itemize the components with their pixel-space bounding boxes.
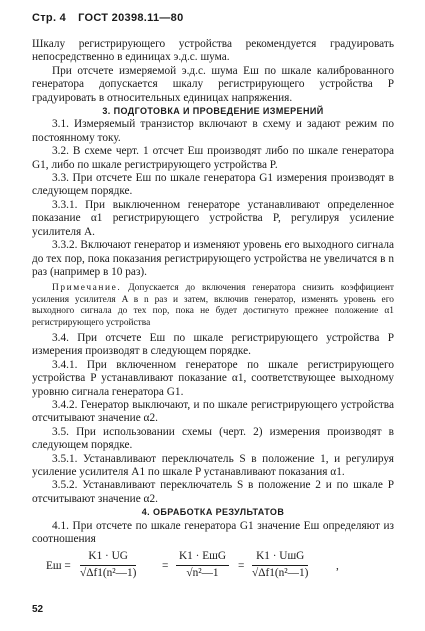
note-label: Примечание.: [52, 283, 122, 294]
paragraph-3-2: 3.2. В схеме черт. 1 отсчет Eш производят либо по шкале генератора G1, либо по шкале регистрирующего устройства P.: [32, 145, 394, 171]
paragraph-intro-1: Шкалу регистрирующего устройства рекомендуется градуировать непосредственно в единицах э.д.с. шума.: [32, 38, 394, 64]
section-4-title: 4. ОБРАБОТКА РЕЗУЛЬТАТОВ: [141, 507, 285, 518]
fraction-1-numerator: K1 · UG: [80, 550, 136, 565]
formula-fraction-1: [80, 550, 136, 580]
formula-noise-emf: [32, 550, 394, 594]
page-header: [32, 12, 402, 24]
paragraph-intro-2: При отсчете измеряемой э.д.с. шума Eш по шкале калиброванного генератора допускается шкалу регистрирующего устройства P градуировать в относительных единицах напряжения.: [32, 64, 394, 104]
paragraph-3-5-2: 3.5.2. Устанавливают переключатель S в положение 2 и по шкале P отсчитывают значение α2.: [32, 479, 394, 505]
note: [32, 283, 394, 329]
formula-comma: ,: [336, 560, 339, 573]
fraction-3-denominator: √Δf1(n²—1): [252, 566, 309, 579]
paragraph-4-1: 4.1. При отсчете по шкале генератора G1 значение Eш определяют из соотношения: [32, 519, 394, 546]
paragraph-3-5: 3.5. При использовании схемы (черт. 2) измерения производят в следующем порядке.: [32, 425, 394, 452]
paragraph-3-4-1: 3.4.1. При включенном генераторе по шкале регистрирующего устройства P устанавливают показание α1, соответствующее выходному уровню сигнала генератора G1.: [32, 358, 394, 398]
paragraph-3-3-1: 3.3.1. При выключенном генераторе устанавливают определенное показание α1 регистрирующего устройства P, регулируя усиление усилителя A.: [32, 198, 394, 238]
fraction-2-numerator: K1 · EшG: [176, 550, 229, 565]
paragraph-3-3: 3.3. При отсчете Eш по шкале генератора G1 измерения производят в следующем порядке.: [32, 172, 394, 198]
formula-fraction-3: [252, 550, 308, 580]
formula-equals-1: =: [162, 560, 169, 573]
fraction-2-denominator: √n²—1: [186, 566, 219, 579]
paragraph-3-3-2: 3.3.2. Включают генератор и изменяют уровень его выходного сигнала до тех пор, пока показания регистрирующего устройства не увеличатся в n раз (например в 10 раз).: [32, 239, 394, 278]
paragraph-3-4: 3.4. При отсчете Eш по шкале регистрирующего устройства P измерения производят в следующем порядке.: [32, 331, 394, 358]
standard-number: ГОСТ 20398.11—80: [78, 12, 184, 24]
formula-fraction-2: [176, 550, 229, 580]
formula-equals-2: =: [238, 560, 245, 573]
fraction-1-denominator: √Δf1(n²—1): [80, 566, 137, 579]
note-text: Допускается до включения генератора снизить коэффициент усиления усилителя A в n раз и затем, включив генератор, изменять уровень его выходного сигнала до тех пор, пока не будет достигнуто прежнее положение α1 регистрирующего устройства: [32, 283, 394, 328]
fraction-3-numerator: K1 · UшG: [252, 550, 308, 565]
paragraph-3-1: 3.1. Измеряемый транзистор включают в схему и задают режим по постоянному току.: [32, 118, 394, 144]
page-label: Стр. 4: [32, 12, 67, 24]
page-number: 52: [32, 604, 44, 615]
section-3-title: 3. ПОДГОТОВКА И ПРОВЕДЕНИЕ ИЗМЕРЕНИЙ: [102, 106, 324, 117]
body-text: [32, 38, 394, 594]
formula-lhs: Eш =: [46, 560, 71, 573]
paragraph-3-4-2: 3.4.2. Генератор выключают, и по шкале регистрирующего устройства отсчитывают значение α2.: [32, 398, 394, 425]
paragraph-3-5-1: 3.5.1. Устанавливают переключатель S в положение 1, и регулируя усиление усилителя A1 по шкале P устанавливают показания α1.: [32, 452, 394, 478]
